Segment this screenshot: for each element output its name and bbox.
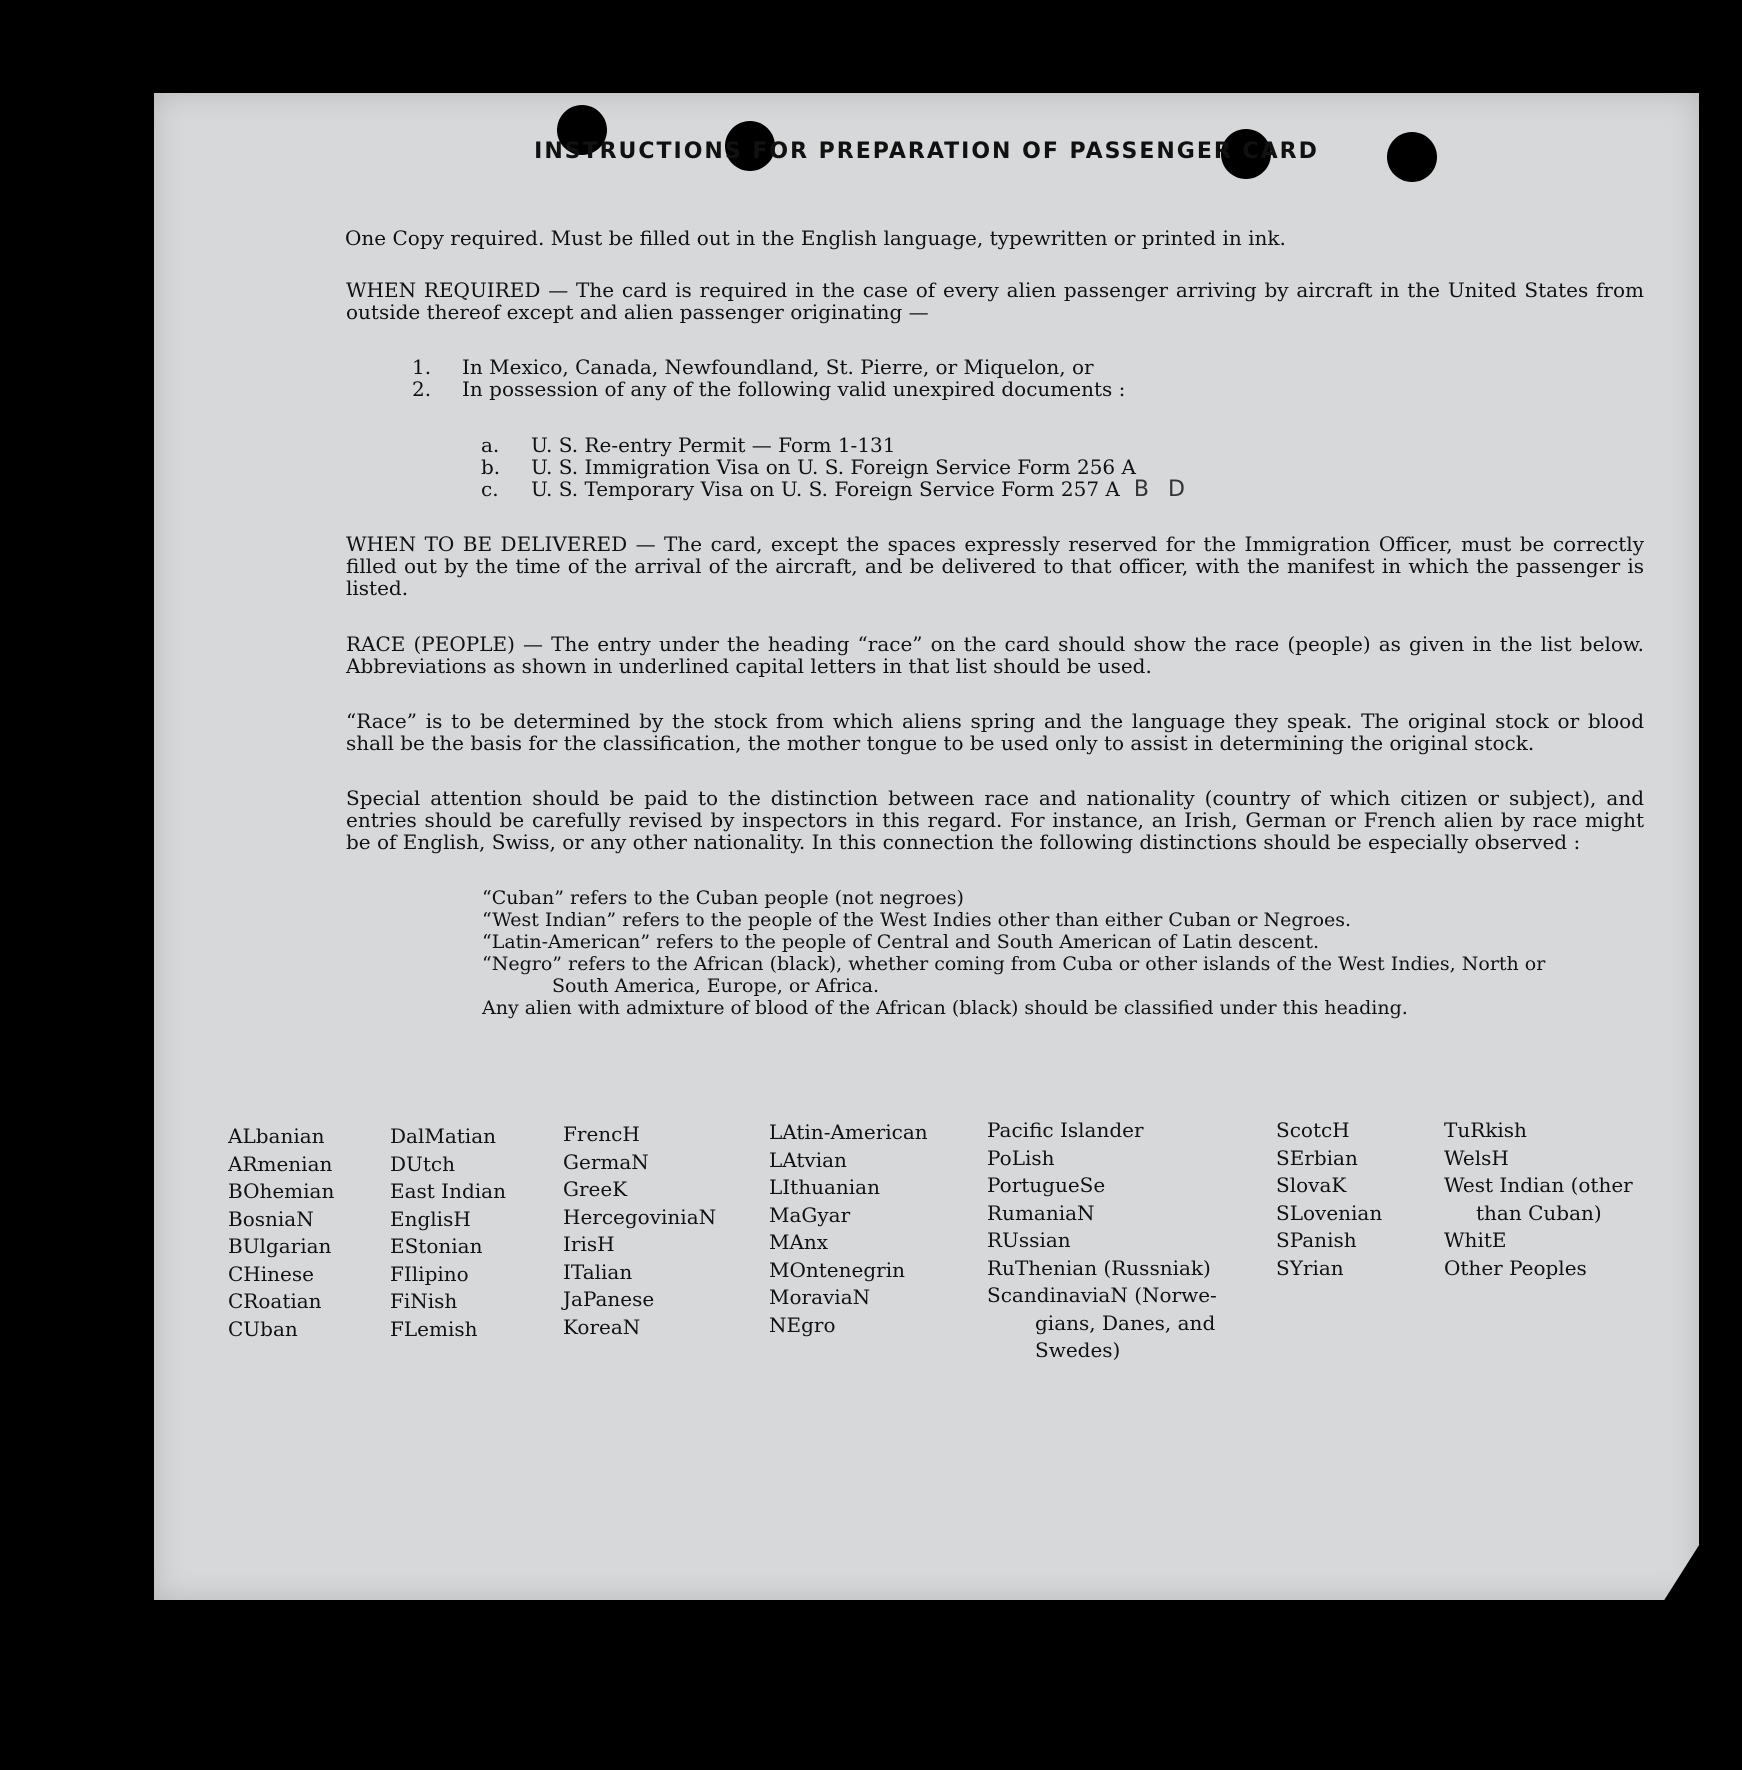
race-entry: BUlgarian bbox=[228, 1234, 332, 1258]
race-entry: BOhemian bbox=[228, 1179, 335, 1203]
when-required-paragraph: WHEN REQUIRED — The card is required in the case of every alien passenger arriving by aircraft in the United States from outside thereof except and alien passenger originating — bbox=[346, 278, 1644, 324]
race-entry: CHinese bbox=[228, 1261, 314, 1286]
race-entry: FiNish bbox=[390, 1289, 458, 1313]
race-entry: RUssian bbox=[987, 1228, 1071, 1252]
condition-item bbox=[412, 356, 1094, 378]
race-entry: IrisH bbox=[563, 1232, 615, 1256]
document-text: U. S. Re-entry Permit — Form 1-131 bbox=[531, 433, 896, 457]
race-entry: HercegoviniaN bbox=[563, 1204, 717, 1229]
race-entry: ScotcH bbox=[1276, 1118, 1350, 1142]
race-column bbox=[390, 1123, 506, 1343]
document-item bbox=[481, 434, 896, 456]
distinction-cuban: “Cuban” refers to the Cuban people (not negroes) bbox=[482, 887, 964, 909]
condition-number: 2. bbox=[412, 377, 432, 401]
race-entry: RuThenian (Russniak) bbox=[987, 1255, 1211, 1280]
distinctions-list bbox=[482, 887, 1642, 1019]
race-entry: WelsH bbox=[1444, 1145, 1509, 1170]
race-entry: ScandinaviaN (Norwe- bbox=[987, 1283, 1217, 1307]
document-sheet bbox=[154, 93, 1699, 1600]
document-text: U. S. Immigration Visa on U. S. Foreign Service Form 256 A bbox=[531, 455, 1136, 479]
document-item bbox=[481, 456, 1136, 478]
race-entry: DUtch bbox=[390, 1151, 456, 1176]
race-entry: LIthuanian bbox=[769, 1175, 880, 1199]
race-entry: GermaN bbox=[563, 1149, 649, 1174]
race-entry-continued: than Cuban) bbox=[1476, 1200, 1602, 1225]
race-entry: FrencH bbox=[563, 1122, 640, 1146]
race-entry: CUban bbox=[228, 1316, 298, 1341]
race-entry: SErbian bbox=[1276, 1145, 1358, 1170]
handwritten-annotation: B D bbox=[1133, 477, 1191, 502]
race-column bbox=[769, 1119, 928, 1339]
distinction-admixture: Any alien with admixture of blood of the African (black) should be classified under this heading. bbox=[482, 997, 1408, 1019]
race-entry: LAtin-American bbox=[769, 1120, 928, 1144]
race-entry: NEgro bbox=[769, 1312, 836, 1337]
race-entry: JaPanese bbox=[563, 1287, 655, 1311]
race-column bbox=[1444, 1117, 1633, 1282]
race-entry: GreeK bbox=[563, 1177, 628, 1201]
distinction-negro: “Negro” refers to the African (black), whether coming from Cuba or other islands of the West Indies, North or bbox=[482, 953, 1546, 975]
race-entry: Other Peoples bbox=[1444, 1255, 1587, 1280]
race-entry: West Indian (other bbox=[1444, 1173, 1633, 1197]
race-entry: SLovenian bbox=[1276, 1200, 1383, 1225]
race-entry: FIlipino bbox=[390, 1261, 469, 1286]
race-entry-continued: gians, Danes, and bbox=[1035, 1310, 1216, 1335]
race-entry: LAtvian bbox=[769, 1147, 847, 1172]
document-letter: c. bbox=[481, 477, 499, 501]
document-letter: a. bbox=[481, 433, 500, 457]
condition-item bbox=[412, 378, 1125, 400]
torn-corner bbox=[1663, 1542, 1701, 1602]
distinction-negro-continued: South America, Europe, or Africa. bbox=[552, 975, 880, 997]
race-column bbox=[1276, 1117, 1382, 1282]
race-entry-continued: Swedes) bbox=[1035, 1338, 1121, 1362]
document-title: INSTRUCTIONS FOR PREPARATION OF PASSENGER CARD bbox=[534, 139, 1319, 164]
race-entry: EStonian bbox=[390, 1234, 483, 1258]
race-entry: WhitE bbox=[1444, 1228, 1507, 1252]
intro-paragraph: One Copy required. Must be filled out in the English language, typewritten or printed in ink. bbox=[345, 226, 1286, 250]
race-entry: FLemish bbox=[390, 1316, 478, 1341]
document-item bbox=[481, 478, 1191, 501]
when-delivered-paragraph: WHEN TO BE DELIVERED — The card, except the spaces expressly reserved for the Immigration Officer, must be correctly filled out by the time of the arrival of the aircraft, and be delivered to that officer, with the manifest in which the passenger is listed. bbox=[346, 532, 1644, 600]
race-entry: KoreaN bbox=[563, 1314, 641, 1339]
race-entry: PoLish bbox=[987, 1145, 1055, 1170]
distinction-west-indian: “West Indian” refers to the people of the West Indies other than either Cuban or Negroes. bbox=[482, 909, 1352, 931]
race-column bbox=[987, 1117, 1217, 1365]
race-entry: SlovaK bbox=[1276, 1173, 1347, 1197]
special-attention-paragraph: Special attention should be paid to the distinction between race and nationality (country of which citizen or subject), and entries should be carefully revised by inspectors in this regard. For instance, an Irish, German or French alien by race might be of English, Swiss, or any other nationality. In this connection the following distinctions should be especially observed : bbox=[346, 786, 1644, 854]
race-entry: Pacific Islander bbox=[987, 1118, 1144, 1142]
race-definition-paragraph: “Race” is to be determined by the stock from which aliens spring and the language they speak. The original stock or blood shall be the basis for the classification, the mother tongue to be used only to assist in determining the original stock. bbox=[346, 709, 1644, 755]
race-entry: MaGyar bbox=[769, 1202, 851, 1227]
condition-text: In Mexico, Canada, Newfoundland, St. Pierre, or Miquelon, or bbox=[462, 355, 1094, 379]
race-entry: MOntenegrin bbox=[769, 1257, 905, 1282]
race-entry: ALbanian bbox=[228, 1124, 325, 1148]
race-column bbox=[228, 1123, 334, 1343]
race-entry: TuRkish bbox=[1444, 1118, 1527, 1142]
document-letter: b. bbox=[481, 455, 501, 479]
race-entry: DalMatian bbox=[390, 1124, 496, 1148]
race-entry: ITalian bbox=[563, 1259, 633, 1284]
distinction-latin-american: “Latin-American” refers to the people of Central and South American of Latin descent. bbox=[482, 931, 1320, 953]
condition-number: 1. bbox=[412, 355, 432, 379]
race-entry: PortugueSe bbox=[987, 1173, 1106, 1197]
race-entry: East Indian bbox=[390, 1179, 506, 1203]
race-entry: MAnx bbox=[769, 1230, 829, 1254]
race-entry: CRoatian bbox=[228, 1289, 322, 1313]
race-entry: EnglisH bbox=[390, 1206, 471, 1231]
condition-text: In possession of any of the following valid unexpired documents : bbox=[462, 377, 1126, 401]
race-entry: MoraviaN bbox=[769, 1285, 871, 1309]
document-text: U. S. Temporary Visa on U. S. Foreign Service Form 257 A bbox=[531, 477, 1120, 501]
race-entry: RumaniaN bbox=[987, 1200, 1095, 1225]
race-entry: SPanish bbox=[1276, 1228, 1357, 1252]
race-entry: ARmenian bbox=[228, 1151, 333, 1176]
race-people-paragraph: RACE (PEOPLE) — The entry under the heading “race” on the card should show the race (people) as given in the list below. Abbreviations as shown in underlined capital letters in that list should be used. bbox=[346, 632, 1644, 678]
race-entry: SYrian bbox=[1276, 1255, 1344, 1280]
race-entry: BosniaN bbox=[228, 1206, 314, 1231]
race-column bbox=[563, 1121, 716, 1341]
